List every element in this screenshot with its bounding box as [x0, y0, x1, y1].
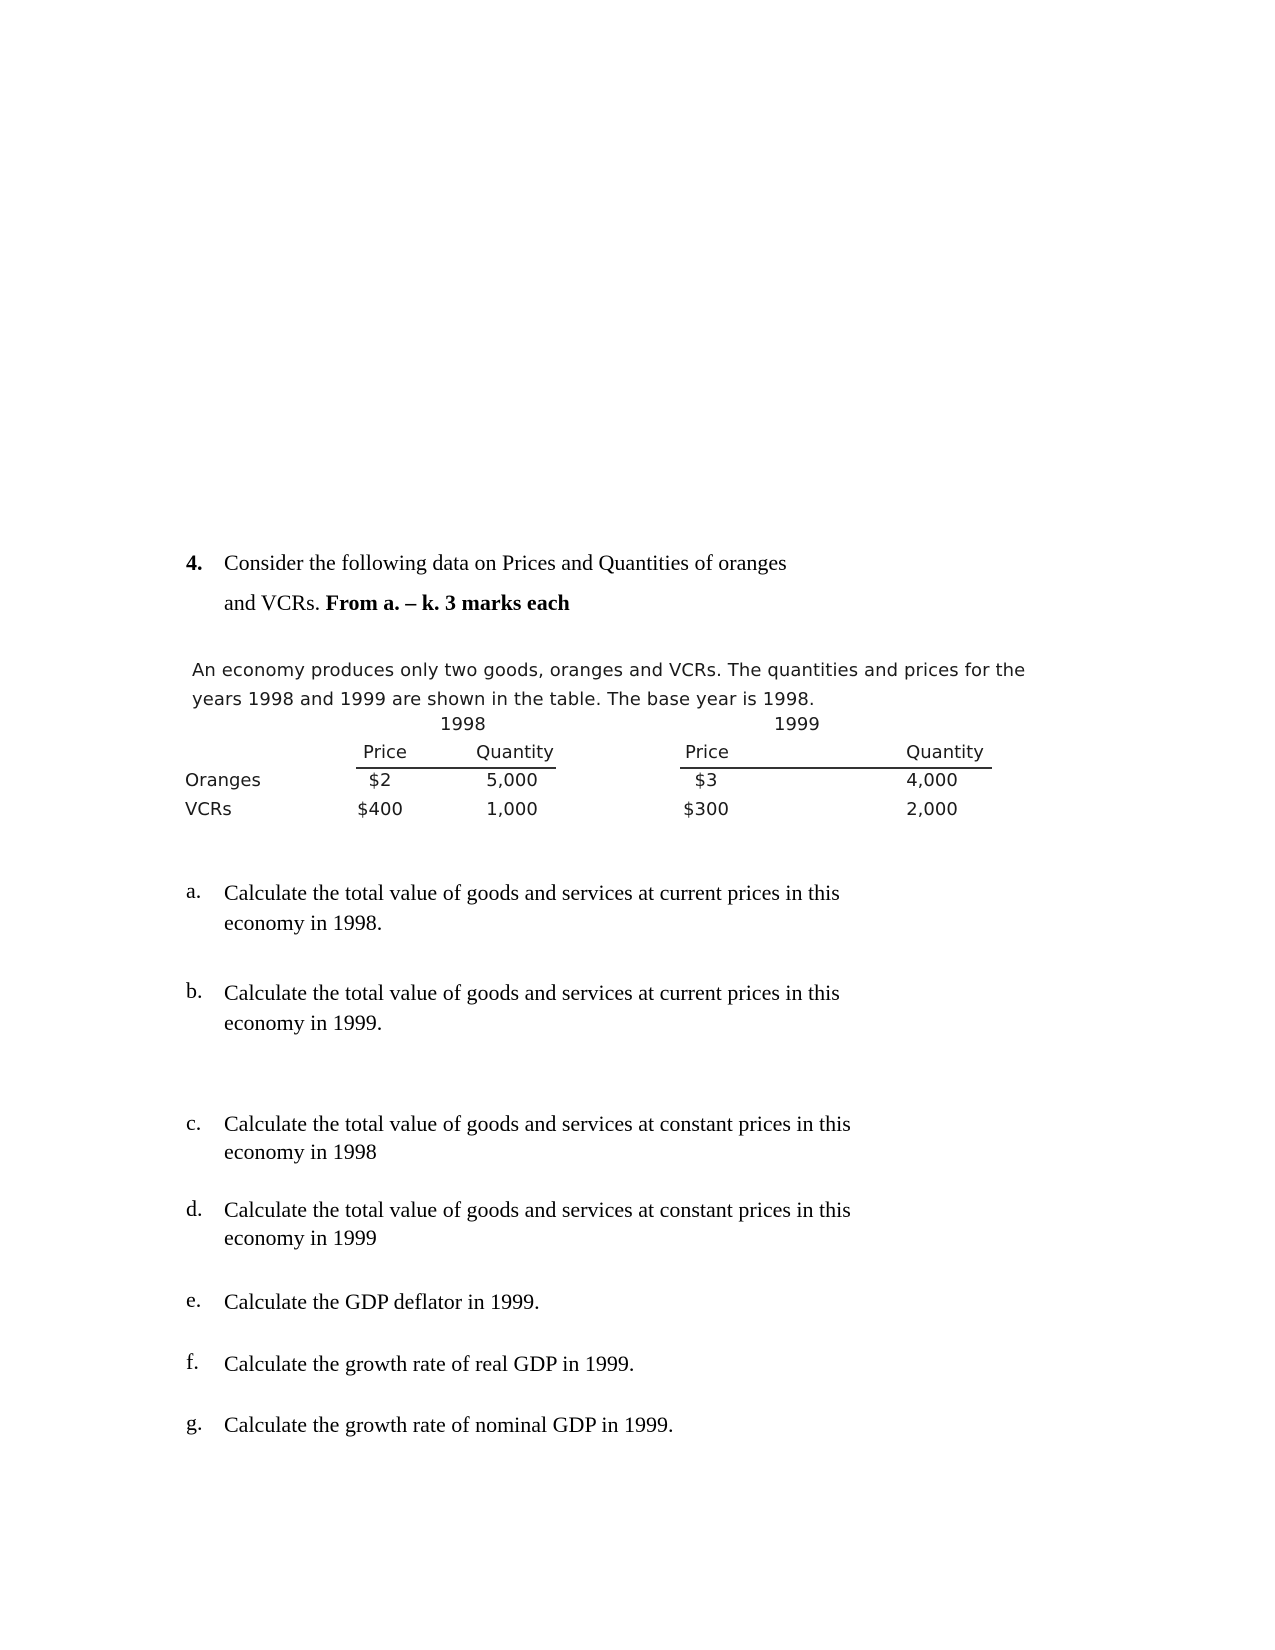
- question-line-2-text: and VCRs.: [224, 590, 326, 615]
- part-g-line-1: Calculate the growth rate of nominal GDP in 1999.: [224, 1412, 674, 1437]
- row-good-oranges: Oranges: [185, 770, 261, 791]
- col-price-1998: Price: [363, 742, 407, 763]
- part-a: [186, 878, 946, 938]
- row-oranges-price-1999: $3: [694, 770, 718, 791]
- part-e: [186, 1287, 946, 1317]
- part-label: d.: [186, 1196, 203, 1221]
- question-4: [186, 543, 787, 623]
- part-f: [186, 1349, 946, 1379]
- part-b-line-1: Calculate the total value of goods and services at current prices in this: [224, 980, 840, 1005]
- part-g: [186, 1410, 946, 1440]
- part-c-line-1: Calculate the total value of goods and services at constant prices in this: [224, 1111, 851, 1136]
- question-line-2: [186, 583, 787, 623]
- part-d: [186, 1196, 946, 1252]
- row-good-vcrs: VCRs: [185, 799, 232, 820]
- part-a-line-2: economy in 1998.: [224, 910, 383, 935]
- col-quantity-1998: Quantity: [476, 742, 554, 763]
- part-e-line-1: Calculate the GDP deflator in 1999.: [224, 1289, 540, 1314]
- part-label: b.: [186, 978, 203, 1003]
- part-c: [186, 1110, 946, 1166]
- part-b: [186, 978, 946, 1038]
- part-label: g.: [186, 1410, 203, 1435]
- question-line-1: Consider the following data on Prices and Quantities of oranges: [224, 550, 787, 575]
- row-oranges-qty-1998: 5,000: [486, 770, 538, 791]
- col-price-1999: Price: [685, 742, 729, 763]
- data-table-figure: [185, 656, 1112, 820]
- marks-note: From a. – k. 3 marks each: [325, 590, 570, 615]
- row-vcrs-qty-1999: 2,000: [906, 799, 958, 820]
- part-label: e.: [186, 1287, 202, 1312]
- table-intro-line-1: An economy produces only two goods, oranges and VCRs. The quantities and prices for the: [192, 660, 1026, 681]
- row-vcrs-price-1999: $300: [683, 799, 729, 820]
- part-label: f.: [186, 1349, 199, 1374]
- part-c-line-2: economy in 1998: [224, 1139, 377, 1164]
- row-vcrs-price-1998: $400: [357, 799, 403, 820]
- part-label: a.: [186, 878, 202, 903]
- header-rule-1998: [356, 767, 556, 769]
- row-vcrs-qty-1998: 1,000: [486, 799, 538, 820]
- row-oranges-price-1998: $2: [368, 770, 392, 791]
- header-rule-1999: [680, 767, 992, 769]
- part-a-line-1: Calculate the total value of goods and services at current prices in this: [224, 880, 840, 905]
- year-1998-header: 1998: [440, 714, 486, 735]
- part-b-line-2: economy in 1999.: [224, 1010, 383, 1035]
- row-oranges-qty-1999: 4,000: [906, 770, 958, 791]
- part-d-line-2: economy in 1999: [224, 1225, 377, 1250]
- part-label: c.: [186, 1110, 202, 1135]
- part-f-line-1: Calculate the growth rate of real GDP in 1999.: [224, 1351, 635, 1376]
- part-d-line-1: Calculate the total value of goods and services at constant prices in this: [224, 1197, 851, 1222]
- question-number: 4.: [186, 550, 203, 575]
- col-quantity-1999: Quantity: [906, 742, 984, 763]
- year-1999-header: 1999: [774, 714, 820, 735]
- table-intro-line-2: years 1998 and 1999 are shown in the table. The base year is 1998.: [192, 689, 815, 710]
